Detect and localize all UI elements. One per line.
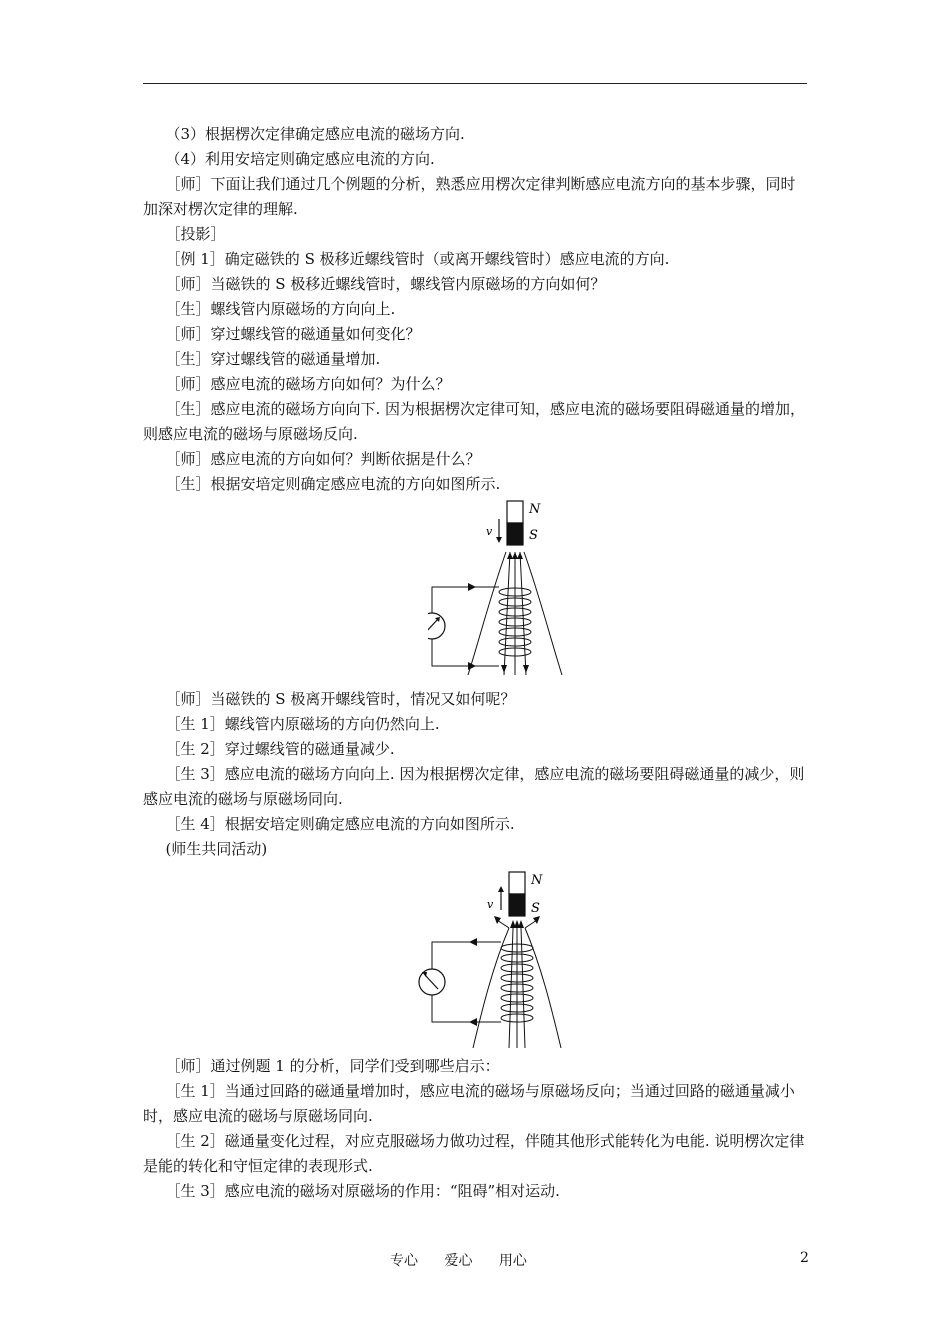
paragraph: ［师］感应电流的磁场方向如何？为什么？: [165, 375, 451, 393]
paragraph: ［生 4］根据安培定则确定感应电流的方向如图所示.: [165, 815, 515, 833]
paragraph: ［生］根据安培定则确定感应电流的方向如图所示.: [165, 475, 501, 493]
galvanometer-icon: [428, 613, 445, 639]
field-line: [504, 552, 510, 675]
page-content: [143, 122, 807, 1204]
label-s: S: [531, 901, 540, 916]
current-arrow: [468, 583, 476, 591]
magnet-south-half: [507, 523, 523, 545]
paragraph: ［生 2］磁通量变化过程，对应克服磁场力做功过程，伴随其他形式能转化为电能. 说明楞次定律是能的转化和守恒定律的表现形式.: [143, 1132, 805, 1175]
magnet-north-half: [507, 501, 523, 523]
paragraph: ［师］穿过螺线管的磁通量如何变化？: [165, 325, 421, 343]
paragraph: ［师］当磁铁的 S 极移近螺线管时，螺线管内原磁场的方向如何？: [165, 275, 606, 293]
field-arrowhead: [512, 552, 518, 559]
paragraph: ［生 1］螺线管内原磁场的方向仍然向上.: [165, 715, 440, 733]
field-line: [521, 928, 525, 1048]
current-arrow: [469, 938, 477, 946]
figure-magnet-leaving: [143, 866, 807, 1054]
magnet-north-half: [509, 872, 525, 894]
paragraph: ［师］当磁铁的 S 极离开螺线管时，情况又如何呢？: [165, 690, 516, 708]
solenoid-diagram-1: [428, 497, 718, 685]
paragraph: ［例 1］确定磁铁的 S 极移近螺线管时（或离开螺线管时）感应电流的方向.: [165, 250, 670, 268]
paragraph: ［师］通过例题 1 的分析，同学们受到哪些启示：: [165, 1057, 500, 1075]
paragraph: （3）根据楞次定律确定感应电流的磁场方向.: [165, 125, 465, 143]
page-number: 2: [800, 1250, 809, 1266]
paragraph: ［生］穿过螺线管的磁通量增加.: [165, 350, 381, 368]
footer-item: 专心: [390, 1253, 418, 1269]
label-v: v: [486, 525, 493, 538]
field-arrowhead: [523, 665, 529, 673]
paragraph: ［生 3］感应电流的磁场对原磁场的作用：“阻碍”相对运动.: [165, 1182, 560, 1200]
field-line: [520, 552, 526, 675]
paragraph: ［投影］: [165, 225, 226, 243]
paragraph: ［生］感应电流的磁场方向向下. 因为根据楞次定律可知，感应电流的磁场要阻碍磁通量的增加，则感应电流的磁场与原磁场反向.: [143, 400, 806, 443]
label-s: S: [529, 528, 538, 543]
paragraph: ［生 3］感应电流的磁场方向向上. 因为根据楞次定律，感应电流的磁场要阻碍磁通量的减少，则感应电流的磁场与原磁场同向.: [143, 765, 805, 808]
footer-item: 爱心: [444, 1253, 473, 1269]
field-arrowhead: [533, 916, 540, 924]
magnet-south-half: [509, 894, 525, 916]
field-arrowhead: [494, 916, 501, 924]
paragraph: （4）利用安培定则确定感应电流的方向.: [165, 150, 435, 168]
current-arrow: [469, 1018, 477, 1026]
label-n: N: [531, 873, 543, 888]
figure-magnet-approaching: [143, 497, 807, 687]
field-arrowhead: [517, 552, 523, 559]
label-v: v: [487, 898, 494, 911]
field-arrowhead: [518, 920, 524, 928]
field-line: [509, 928, 513, 1048]
paragraph: ［生］螺线管内原磁场的方向向上.: [165, 300, 396, 318]
paragraph: ［师］下面让我们通过几个例题的分析，熟悉应用楞次定律判断感应电流方向的基本步骤，同时加深对楞次定律的理解.: [143, 175, 796, 218]
label-n: N: [529, 502, 541, 517]
paragraph: ［师］感应电流的方向如何？判断依据是什么？: [165, 450, 481, 468]
paragraph: ［生 1］当通过回路的磁通量增加时，感应电流的磁场与原磁场反向；当通过回路的磁通量减小时，感应电流的磁场与原磁场同向.: [143, 1082, 795, 1125]
velocity-arrowhead: [496, 537, 502, 543]
solenoid-diagram-2: [413, 866, 713, 1052]
field-arrowhead: [501, 665, 507, 673]
footer-motto: [390, 1250, 549, 1270]
header-rule: [143, 83, 807, 84]
paragraph: (师生共同活动): [165, 840, 268, 858]
footer-item: 用心: [498, 1253, 527, 1269]
field-arrowhead: [507, 552, 513, 559]
velocity-arrowhead: [498, 886, 504, 892]
paragraph: ［生 2］穿过螺线管的磁通量减少.: [165, 740, 395, 758]
